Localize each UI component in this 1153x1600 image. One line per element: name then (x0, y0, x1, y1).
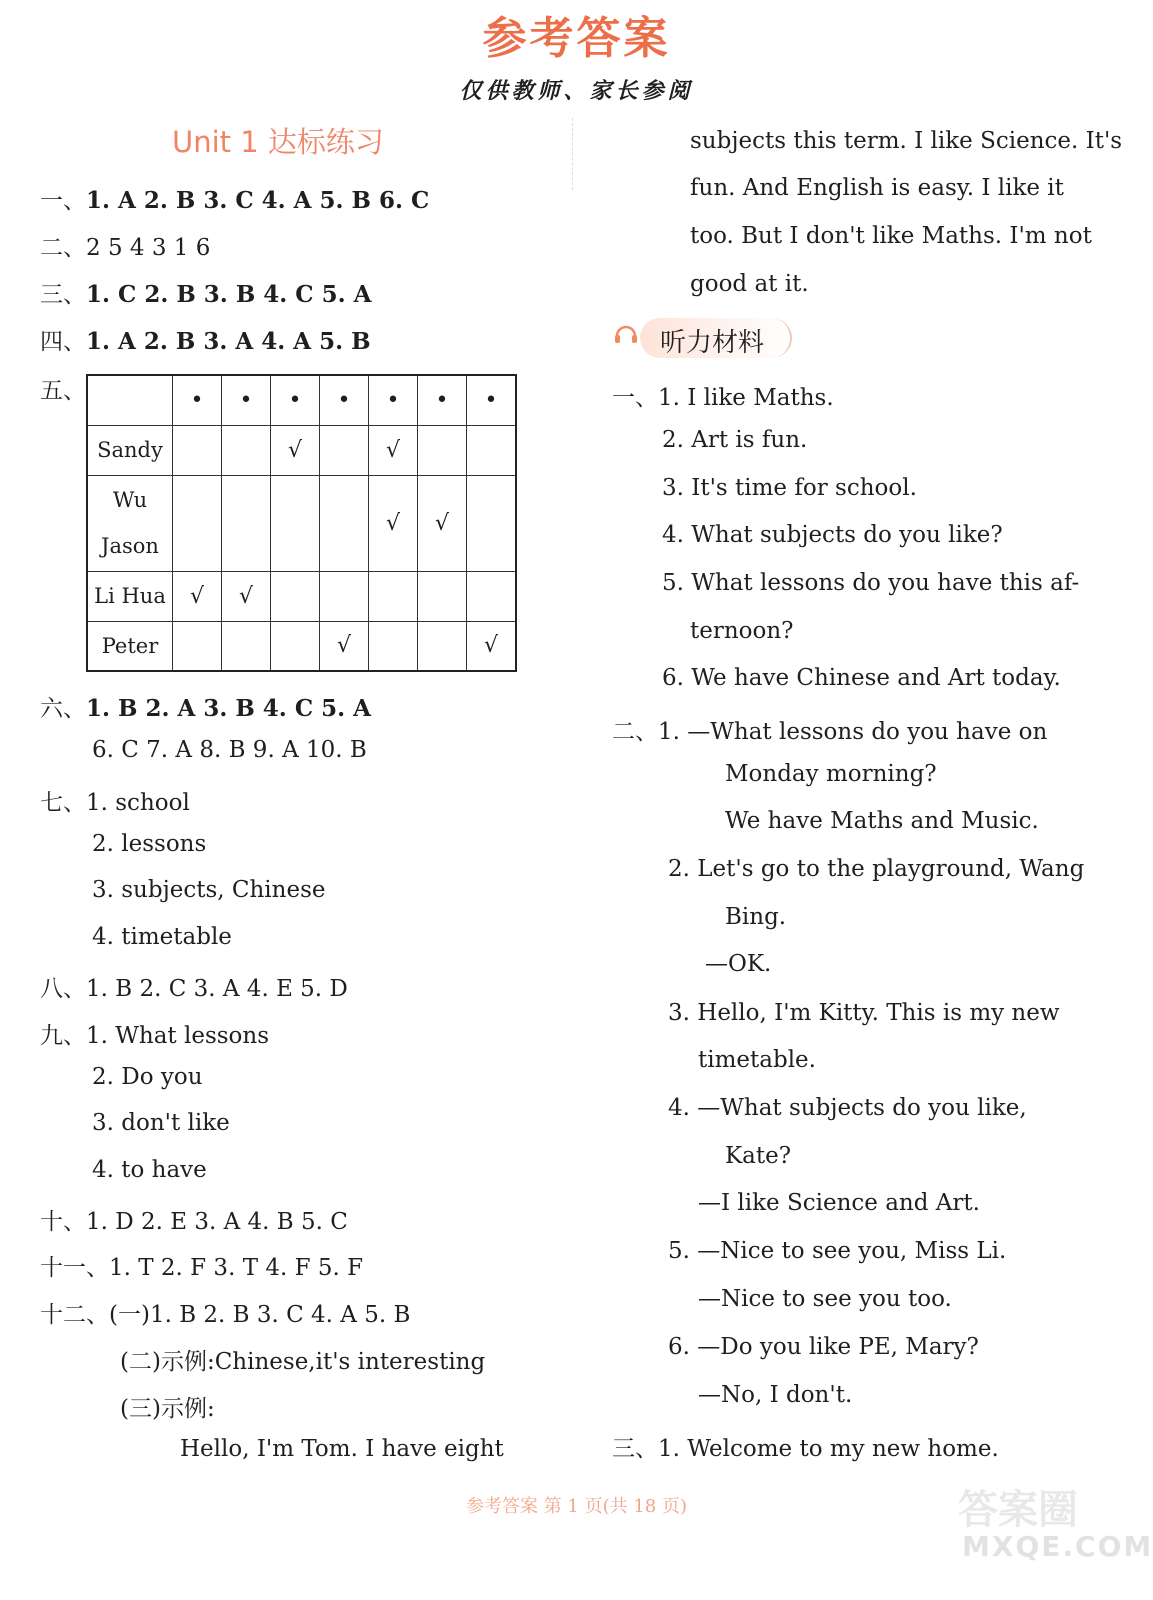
audio-line: We have Maths and Music. (725, 808, 1039, 834)
section-9-item: 4. to have (92, 1157, 207, 1183)
dot-cell: • (173, 375, 222, 425)
check-mark: √ (222, 571, 271, 621)
section-7-item: 4. timetable (92, 924, 232, 950)
audio-item: ternoon? (690, 618, 794, 644)
section-9-item: 3. don't like (92, 1110, 230, 1136)
audio-item: 5. What lessons do you have this af- (662, 570, 1080, 596)
row-name: Sandy (87, 425, 173, 475)
section-6: 六、1. B 2. A 3. B 4. C 5. A (40, 695, 371, 722)
dot-cell: • (369, 375, 418, 425)
section-12: 十二、(一)1. B 2. B 3. C 4. A 5. B (40, 1302, 411, 1328)
audio-section-2: 二、1. —What lessons do you have on (612, 719, 1048, 745)
check-mark: √ (418, 475, 467, 571)
dot-cell: • (222, 375, 271, 425)
section-2: 二、2 5 4 3 1 6 (40, 235, 211, 261)
essay-line: subjects this term. I like Science. It's (690, 128, 1123, 154)
audio-section-3: 三、1. Welcome to my new home. (612, 1436, 999, 1462)
table-row (87, 571, 516, 621)
section-5-label: 五、 (40, 378, 86, 404)
section-8: 八、1. B 2. C 3. A 4. E 5. D (40, 976, 348, 1002)
table-header-row (87, 375, 516, 425)
essay-line: too. But I don't like Maths. I'm not (690, 223, 1092, 249)
audio-line: 3. Hello, I'm Kitty. This is my new (668, 1000, 1060, 1026)
headphones-icon (612, 318, 640, 350)
dot-cell: • (271, 375, 320, 425)
table-row (87, 475, 516, 571)
dot-cell: • (320, 375, 369, 425)
audio-item: 4. What subjects do you like? (662, 522, 1003, 548)
audio-section-1: 一、1. I like Maths. (612, 385, 834, 411)
audio-line: 6. —Do you like PE, Mary? (668, 1334, 979, 1360)
watermark-logo: 答案圈 (958, 1487, 1078, 1533)
audio-line: Kate? (725, 1143, 792, 1169)
dot-cell: • (418, 375, 467, 425)
check-mark: √ (467, 621, 517, 671)
section-12-line4: Hello, I'm Tom. I have eight (180, 1436, 504, 1462)
check-mark: √ (271, 425, 320, 475)
check-mark: √ (320, 621, 369, 671)
page-subtitle: 仅供教师、家长参阅 (459, 78, 694, 104)
section-6-line2: 6. C 7. A 8. B 9. A 10. B (92, 737, 367, 763)
section-11: 十一、1. T 2. F 3. T 4. F 5. F (40, 1255, 364, 1281)
audio-line: Bing. (725, 904, 787, 930)
unit-title: Unit 1 达标练习 (172, 125, 384, 159)
check-mark: √ (173, 571, 222, 621)
audio-line: 2. Let's go to the playground, Wang (668, 856, 1085, 882)
row-name: Li Hua (87, 571, 173, 621)
section-4: 四、1. A 2. B 3. A 4. A 5. B (40, 328, 371, 355)
audio-item: 6. We have Chinese and Art today. (662, 665, 1061, 691)
section-7: 七、1. school (40, 790, 190, 816)
table-corner (87, 375, 173, 425)
check-mark: √ (369, 475, 418, 571)
answer-table (86, 374, 517, 672)
essay-line: good at it. (690, 271, 809, 297)
audio-line: Monday morning? (725, 761, 937, 787)
section-9-item: 2. Do you (92, 1064, 203, 1090)
section-12-line2: (二)示例:Chinese,it's interesting (120, 1349, 486, 1375)
row-name: Peter (87, 621, 173, 671)
audio-line: —No, I don't. (698, 1382, 853, 1408)
section-9: 九、1. What lessons (40, 1023, 270, 1049)
audio-line: —I like Science and Art. (698, 1190, 980, 1216)
section-12-line3: (三)示例: (120, 1396, 215, 1422)
row-name: Wu Jason (87, 475, 173, 571)
section-7-item: 3. subjects, Chinese (92, 877, 326, 903)
section-7-item: 2. lessons (92, 831, 207, 857)
essay-line: fun. And English is easy. I like it (690, 175, 1064, 201)
audio-line: timetable. (698, 1047, 816, 1073)
check-mark: √ (369, 425, 418, 475)
page-title: 参考答案 (482, 13, 671, 64)
table-row (87, 425, 516, 475)
section-10: 十、1. D 2. E 3. A 4. B 5. C (40, 1209, 348, 1235)
dot-cell: • (467, 375, 517, 425)
audio-heading: 听力材料 (660, 328, 765, 358)
audio-line: 4. —What subjects do you like, (668, 1095, 1027, 1121)
column-divider (572, 118, 574, 190)
audio-line: 5. —Nice to see you, Miss Li. (668, 1238, 1007, 1264)
audio-item: 3. It's time for school. (662, 475, 917, 501)
table-row (87, 621, 516, 671)
page-footer: 参考答案 第 1 页(共 18 页) (465, 1496, 687, 1517)
audio-item: 2. Art is fun. (662, 427, 808, 453)
audio-line: —OK. (705, 951, 772, 977)
watermark-url: MXQE.COM (962, 1530, 1153, 1563)
audio-line: —Nice to see you too. (698, 1286, 952, 1312)
section-3: 三、1. C 2. B 3. B 4. C 5. A (40, 281, 372, 308)
section-1: 一、1. A 2. B 3. C 4. A 5. B 6. C (40, 187, 430, 214)
